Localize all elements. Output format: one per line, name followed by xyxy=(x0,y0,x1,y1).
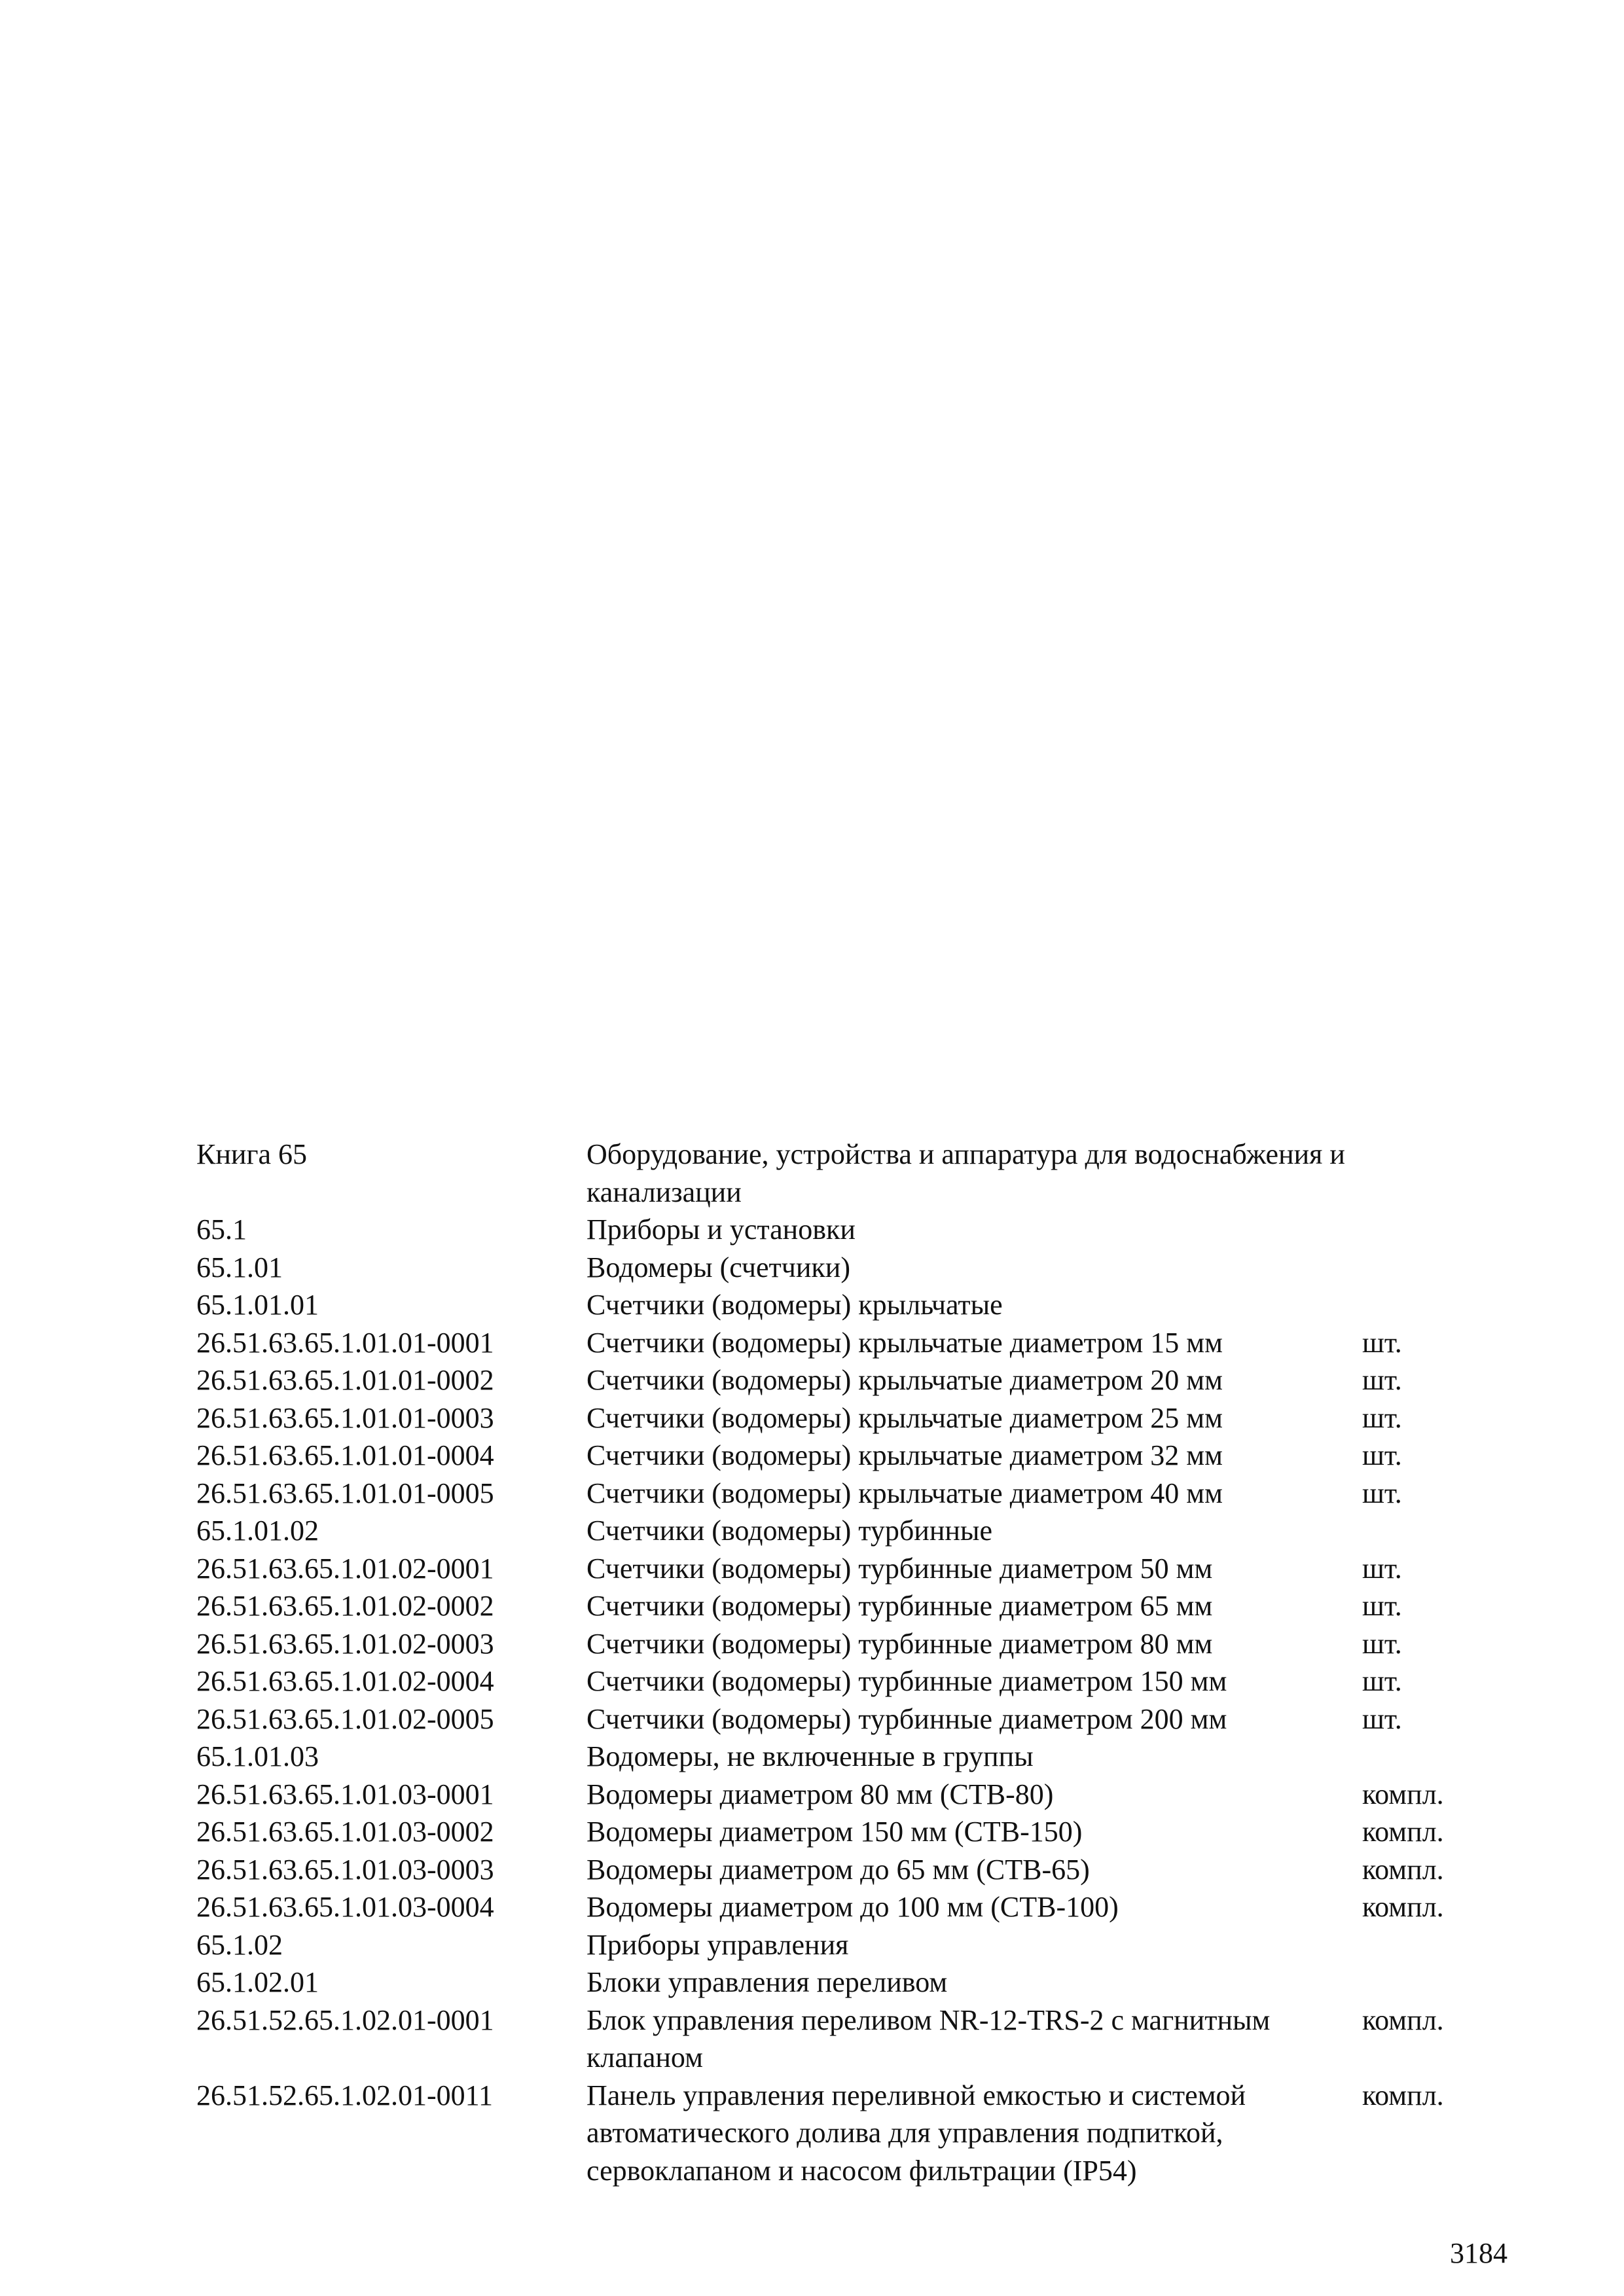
row-name: Счетчики (водомеры) турбинные диаметром 50 мм xyxy=(586,1552,1213,1585)
row-unit: шт. xyxy=(1362,1552,1402,1585)
row-name: Счетчики (водомеры) турбинные диаметром 65 мм xyxy=(586,1590,1213,1622)
row-code: 65.1.02 xyxy=(196,1928,283,1961)
row-code: 65.1.01.02 xyxy=(196,1515,319,1547)
row-unit: шт. xyxy=(1362,1364,1402,1396)
row-name: Счетчики (водомеры) крыльчатые xyxy=(586,1289,1003,1321)
row-name: Приборы управления xyxy=(586,1928,849,1961)
row-name: Водомеры диаметром до 65 мм (СТВ-65) xyxy=(586,1853,1090,1886)
row-code: 26.51.63.65.1.01.01-0001 xyxy=(196,1326,494,1359)
row-code: 65.1 xyxy=(196,1213,247,1246)
row-unit xyxy=(1362,1211,1479,1249)
row-code: 65.1.01.03 xyxy=(196,1740,319,1772)
row-code: 26.51.63.65.1.01.01-0003 xyxy=(196,1401,494,1434)
table-row xyxy=(196,1361,1479,1399)
row-unit: компл. xyxy=(1362,2079,1444,2111)
table-row xyxy=(196,1399,1479,1437)
table-row xyxy=(196,1437,1479,1475)
row-unit: компл. xyxy=(1362,2003,1444,2036)
row-unit: шт. xyxy=(1362,1627,1402,1660)
row-name: Блок управления переливом NR-12-TRS-2 с магнитным клапаном xyxy=(586,2003,1271,2073)
row-name: Водомеры (счетчики) xyxy=(586,1251,851,1283)
table-row xyxy=(196,1211,1479,1249)
row-name: Водомеры, не включенные в группы xyxy=(586,1740,1034,1772)
row-name: Блоки управления переливом xyxy=(586,1966,948,1998)
table-row xyxy=(196,1662,1479,1700)
table-row xyxy=(196,1851,1479,1889)
row-unit xyxy=(1362,1926,1479,1964)
row-code: 26.51.63.65.1.01.03-0004 xyxy=(196,1891,494,1923)
row-code: Книга 65 xyxy=(196,1138,308,1170)
table-row xyxy=(196,1136,1479,1211)
row-unit xyxy=(1362,1512,1479,1550)
row-code: 26.51.52.65.1.02.01-0011 xyxy=(196,2079,494,2111)
row-unit: компл. xyxy=(1362,1853,1444,1886)
table-row xyxy=(196,1249,1479,1287)
table-row xyxy=(196,1286,1479,1324)
row-code: 26.51.52.65.1.02.01-0001 xyxy=(196,2003,494,2036)
row-unit: шт. xyxy=(1362,1590,1402,1622)
row-name: Счетчики (водомеры) турбинные xyxy=(586,1515,993,1547)
table-row xyxy=(196,1776,1479,1814)
row-unit: шт. xyxy=(1362,1665,1402,1697)
row-name: Панель управления переливной емкостью и системой автоматического долива для управления подпиткой, сервоклапаном и насосом фильтрации (IP54) xyxy=(586,2079,1246,2187)
row-name: Счетчики (водомеры) турбинные диаметром 150 мм xyxy=(586,1665,1227,1697)
row-code: 65.1.01 xyxy=(196,1251,283,1283)
row-unit: шт. xyxy=(1362,1477,1402,1509)
row-name: Оборудование, устройства и аппаратура для водоснабжения и канализации xyxy=(586,1138,1345,1208)
row-unit xyxy=(1362,1964,1479,2001)
row-unit: компл. xyxy=(1362,1816,1444,1848)
row-code: 26.51.63.65.1.01.03-0001 xyxy=(196,1778,494,1810)
row-unit xyxy=(1362,1738,1479,1776)
row-code: 26.51.63.65.1.01.01-0002 xyxy=(196,1364,494,1396)
row-unit xyxy=(1362,1249,1479,1287)
row-unit: шт. xyxy=(1362,1439,1402,1471)
row-code: 26.51.63.65.1.01.02-0001 xyxy=(196,1552,494,1585)
page-number: 3184 xyxy=(1450,2237,1507,2269)
table-row xyxy=(196,2077,1479,2190)
row-name: Счетчики (водомеры) турбинные диаметром 200 мм xyxy=(586,1702,1227,1735)
row-name: Счетчики (водомеры) крыльчатые диаметром 20 мм xyxy=(586,1364,1223,1396)
table-body xyxy=(196,1136,1479,2189)
row-code: 26.51.63.65.1.01.02-0002 xyxy=(196,1590,494,1622)
row-code: 26.51.63.65.1.01.02-0005 xyxy=(196,1702,494,1735)
document-table xyxy=(196,1136,1479,2189)
row-code: 65.1.01.01 xyxy=(196,1289,319,1321)
row-unit: компл. xyxy=(1362,1891,1444,1923)
table-row xyxy=(196,2001,1479,2077)
table-row xyxy=(196,1625,1479,1663)
table-row xyxy=(196,1512,1479,1550)
row-name: Счетчики (водомеры) крыльчатые диаметром 15 мм xyxy=(586,1326,1223,1359)
table-row xyxy=(196,1587,1479,1625)
row-unit: шт. xyxy=(1362,1401,1402,1434)
row-unit: шт. xyxy=(1362,1702,1402,1735)
table-row xyxy=(196,1324,1479,1362)
row-unit xyxy=(1362,1286,1479,1324)
table-row xyxy=(196,1475,1479,1513)
row-unit xyxy=(1362,1136,1479,1211)
table-row xyxy=(196,1964,1479,2001)
table-row xyxy=(196,1813,1479,1851)
table-row xyxy=(196,1888,1479,1926)
row-name: Водомеры диаметром 150 мм (СТВ-150) xyxy=(586,1816,1083,1848)
row-code: 65.1.02.01 xyxy=(196,1966,319,1998)
table-row xyxy=(196,1926,1479,1964)
row-name: Приборы и установки xyxy=(586,1213,856,1246)
row-name: Водомеры диаметром 80 мм (СТВ-80) xyxy=(586,1778,1054,1810)
row-name: Водомеры диаметром до 100 мм (СТВ-100) xyxy=(586,1891,1119,1923)
table-row xyxy=(196,1700,1479,1738)
row-code: 26.51.63.65.1.01.02-0004 xyxy=(196,1665,494,1697)
row-name: Счетчики (водомеры) крыльчатые диаметром 25 мм xyxy=(586,1401,1223,1434)
table-row xyxy=(196,1550,1479,1588)
row-name: Счетчики (водомеры) турбинные диаметром 80 мм xyxy=(586,1627,1213,1660)
row-code: 26.51.63.65.1.01.03-0002 xyxy=(196,1816,494,1848)
row-code: 26.51.63.65.1.01.01-0005 xyxy=(196,1477,494,1509)
table-row xyxy=(196,1738,1479,1776)
row-code: 26.51.63.65.1.01.02-0003 xyxy=(196,1627,494,1660)
row-code: 26.51.63.65.1.01.03-0003 xyxy=(196,1853,494,1886)
row-unit: шт. xyxy=(1362,1326,1402,1359)
row-name: Счетчики (водомеры) крыльчатые диаметром 32 мм xyxy=(586,1439,1223,1471)
row-name: Счетчики (водомеры) крыльчатые диаметром 40 мм xyxy=(586,1477,1223,1509)
row-unit: компл. xyxy=(1362,1778,1444,1810)
row-code: 26.51.63.65.1.01.01-0004 xyxy=(196,1439,494,1471)
